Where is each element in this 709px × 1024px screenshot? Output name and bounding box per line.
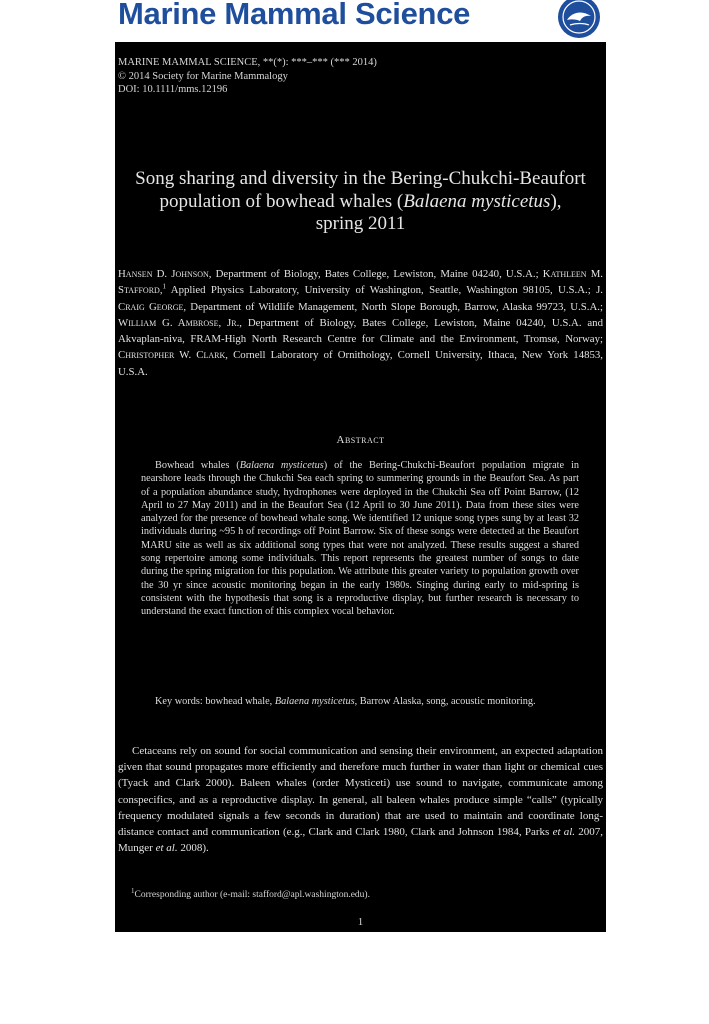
footnote: $^1$Corresponding author (e-mail: stafford@apl.washington.edu). (131, 886, 370, 900)
article-page (115, 0, 606, 932)
author-affiliation: , Department of Biology, Bates College, Lewiston, Maine 04240, U.S.A. and Akvaplan-niva, FRAM-High North Research Centre for Climate and the Environment, Tromsø, Norway; (118, 316, 603, 346)
body-paragraph: Cetaceans rely on sound for social communication and sensing their environment, an expected adaptation given that sound propagates more efficiently and therefore much further in water than light or chemical cues (Tyack and Clark 2000). Baleen whales (order Mysticeti) use sound to navigate, communicate among conspecifics, and as a reproductive display. In general, all baleen whales produce simple “calls” (typically frequency modulated signals a few seconds in duration) that are used to maintain and coordinate long-distance contact and communication (e.g., Clark and Clark 1980, Clark and Johnson 1984, Parks et al. 2007, Munger et al. 2008). (118, 745, 603, 855)
abstract-text: Bowhead whales (Balaena mysticetus) of the Bering-Chukchi-Beaufort population migrate in nearshore leads through the Chukchi Sea each spring to summering grounds in the Beaufort Sea. As part of a population abundance study, hydrophones were deployed in the Chukchi Sea off Point Barrow, (12 April to 27 May 2011) and in the Beaufort Sea (12 April to 30 June 2011). Data from these sites were analyzed for the presence of bowhead whale song. We identified 12 unique song types sung by at least 32 individuals during ~95 h of recordings off Point Barrow. Six of these songs were detected at the Beaufort MARU site as well as six additional song types that were not analyzed. These results suggest a shared song repertoire among some individuals. This report represents the greatest number of songs to date during the spring migration for this population. We attribute this greater variety to population growth over the 30 yr since acoustic monitoring began in the early 1980s. Singing during early to mid-spring is consistent with the hypothesis that song is a reproductive display, but further research is necessary to understand the exact function of this complex vocal behavior. (141, 460, 579, 618)
keywords: Key words: bowhead whale, Balaena mysticetus, Barrow Alaska, song, acoustic monitoring. (155, 696, 536, 707)
author-affiliation: , Department of Biology, Bates College, Lewiston, Maine 04240, U.S.A.; (208, 268, 543, 280)
author-name: Kathleen M. Stafford (118, 268, 603, 297)
journal-banner (115, 0, 606, 42)
citation-line: MARINE MAMMAL SCIENCE, **(*): ***–*** (*** 2014) (118, 57, 377, 68)
article-title: Song sharing and diversity in the Bering-Chukchi-Beaufort population of bowhead whales (Balaena mysticetus), spring 2011 (135, 168, 586, 234)
author-name: J. Craig George (118, 284, 603, 313)
citation-block (118, 56, 377, 97)
society-seal-icon (556, 0, 602, 40)
journal-title: Marine Mammal Science (118, 0, 471, 31)
author-name: Christopher W. Clark (118, 349, 226, 362)
author-name: William G. Ambrose, Jr. (118, 316, 240, 329)
author-name: Hansen D. Johnson (118, 268, 209, 280)
copyright-line: © 2014 Society for Marine Mammalogy (118, 70, 288, 82)
author-affiliation: , Department of Wildlife Management, North Slope Borough, Barrow, Alaska 99723, U.S.A.; (183, 300, 604, 313)
page-number: 1 (357, 916, 364, 928)
doi-line: DOI: 10.1111/mms.12196 (118, 84, 228, 95)
abstract-heading: Abstract (336, 434, 385, 446)
author-affiliation: Applied Physics Laboratory, University of Washington, Seattle, Washington 98105, U.S.A.; (166, 284, 597, 297)
author-list: Hansen D. Johnson, Department of Biology, Bates College, Lewiston, Maine 04240, U.S.A.; Kathleen M. Stafford,$^1$ Applied Physics Laboratory, University of Washington, Seattle, Washington 98105, U.S.A.; J. Craig George, Department of Wildlife Management, North Slope Borough, Barrow, Alaska 99723, U.S.A.; William G. Ambrose, Jr., Department of Biology, Bates College, Lewiston, Maine 04240, U.S.A. and Akvaplan-niva, FRAM-High North Research Centre for Climate and the Environment, Tromsø, Norway; Christopher W. Clark, Cornell Laboratory of Ornithology, Cornell University, Ithaca, New York 14853, U.S.A. (118, 268, 604, 378)
footnote-marker: 1 (162, 282, 167, 291)
author-affiliation: , Cornell Laboratory of Ornithology, Cornell University, Ithaca, New York 14853, U.S.A. (118, 349, 603, 378)
